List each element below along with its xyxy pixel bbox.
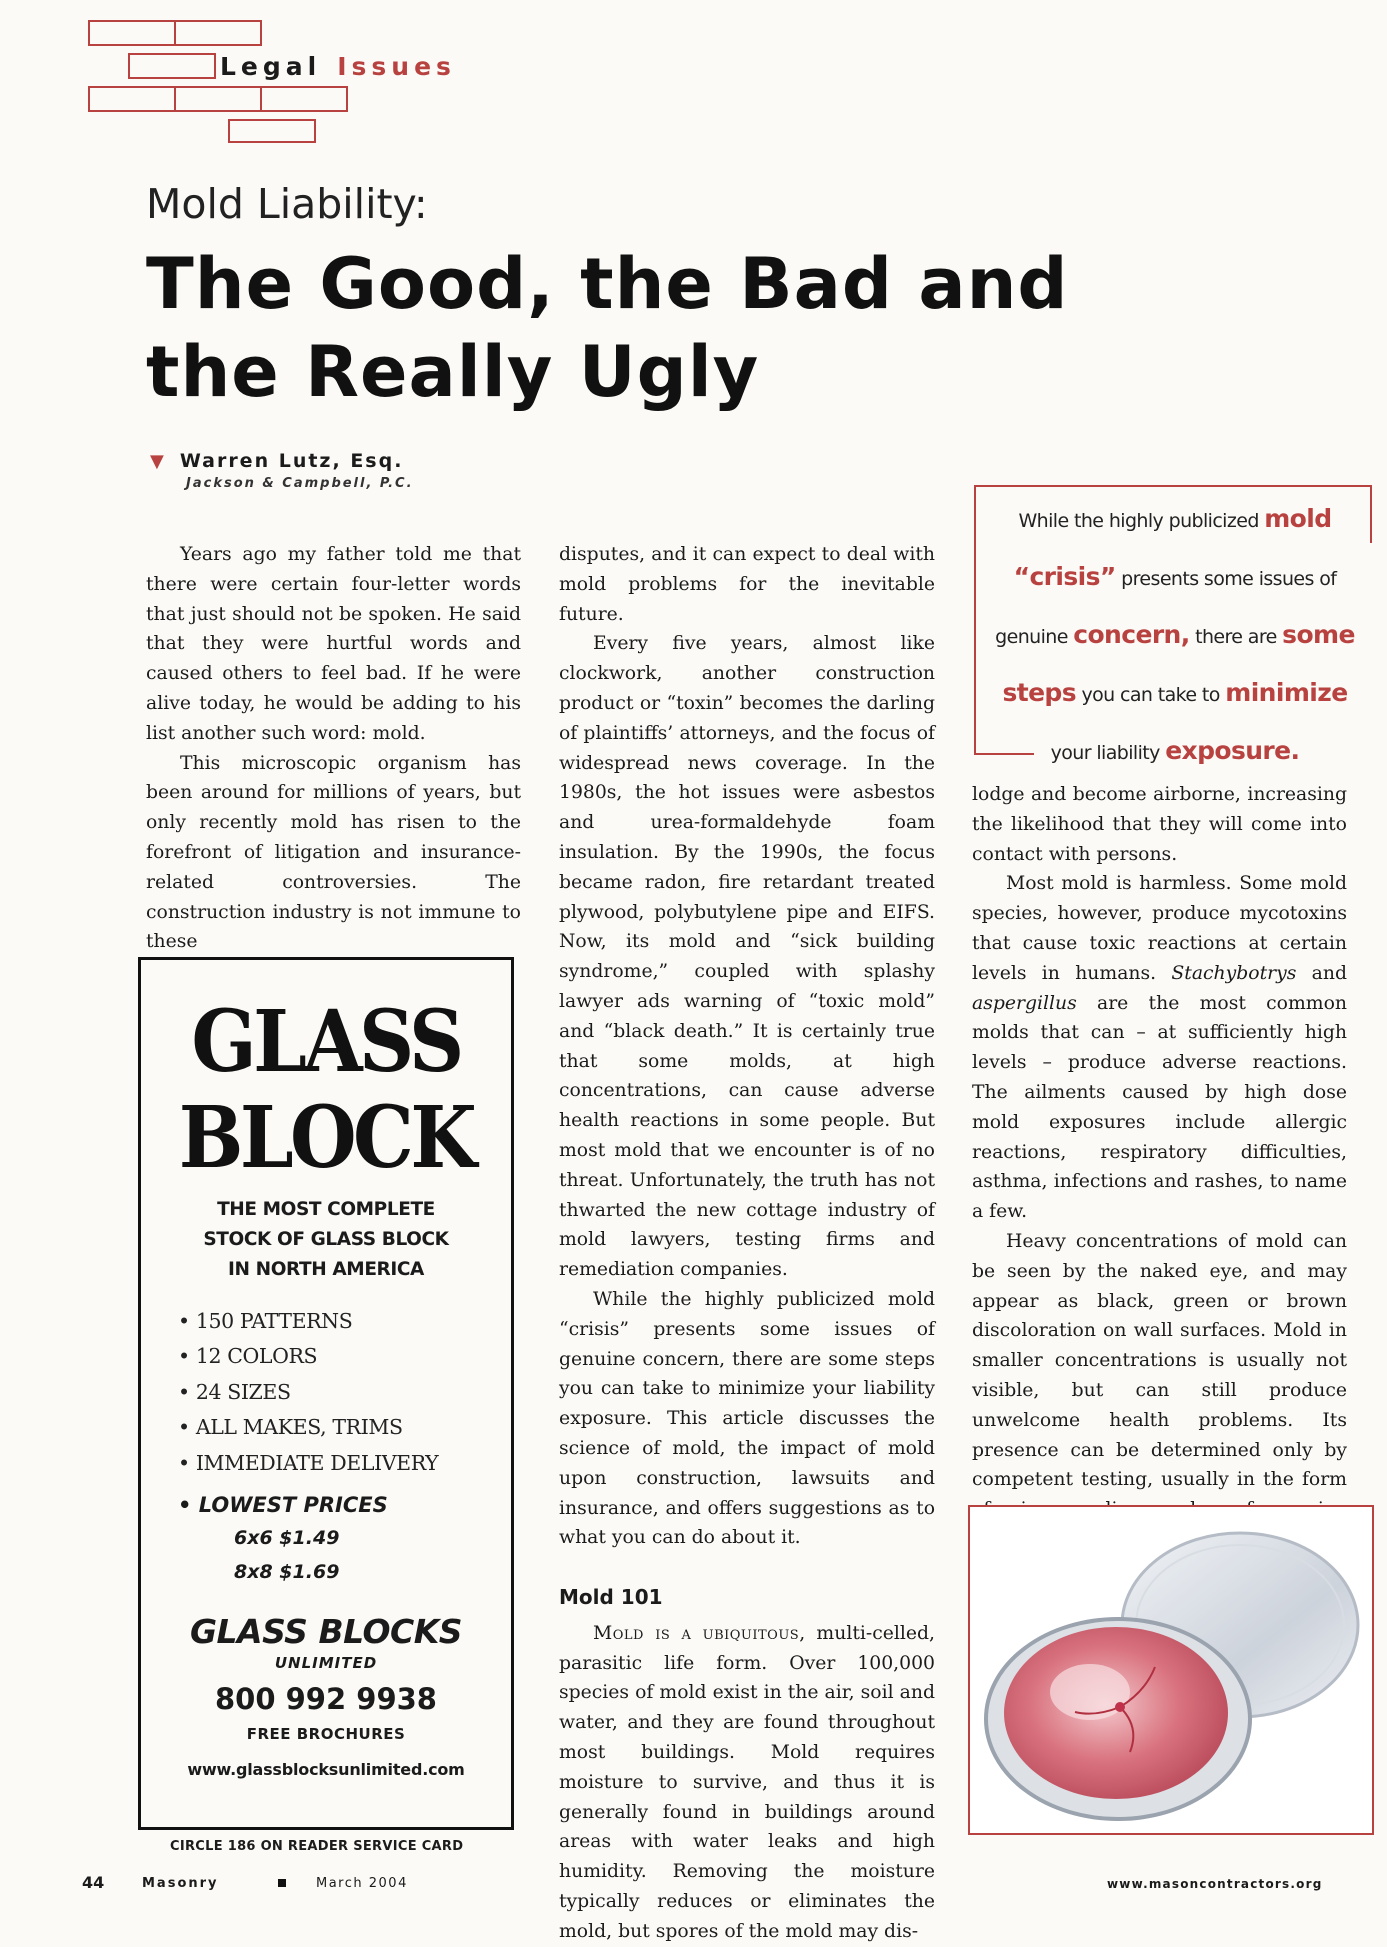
ad-feature: • IMMEDIATE DELIVERY: [178, 1446, 438, 1481]
ad-feature-list: [178, 1304, 438, 1481]
section-label-word1: Legal: [220, 52, 322, 81]
paragraph: Every five years, almost like clockwork, another construction product or “toxin” becomes the darling of plaintiffs’ attorneys, and the focus of widespread news coverage. In the 1980s, the hot issues were asbestos and urea-formaldehyde foam insulation. By the 1990s, the focus became radon, fire retardant treated plywood, polybutylene pipe and EIFS. Now, its mold and “sick building syndrome,” coupled with splashy lawyer ads warning of “toxic mold” and “black death.” It is certainly true that some molds, at high concentrations, can cause adverse health reactions in some people. But most mold that we encounter is of no threat. Unfortunately, the truth has not thwarted the new cottage industry of mold lawyers, testing firms and remediation companies.: [559, 633, 935, 1281]
pull-quote-rule: [974, 485, 976, 755]
red-down-triangle-icon: ▼: [150, 451, 164, 472]
article-column-3: [972, 780, 1347, 1555]
brick: [174, 20, 262, 46]
issue-date: March 2004: [316, 1876, 408, 1891]
pq-text: there are: [1189, 626, 1283, 648]
paragraph-text: are the most common molds that can – at sufficiently high levels – produce adverse reactions. The ailments caused by high dose mold exposures include allergic reactions, respiratory difficulties, asthma, infections and rashes, to name a few.: [972, 992, 1347, 1223]
ad-free-brochures: FREE BROCHURES: [246, 1725, 406, 1743]
website-link[interactable]: www.masoncontractors.org: [1107, 1877, 1323, 1891]
italic-term: aspergillus: [972, 992, 1077, 1014]
magazine-name: Masonry: [142, 1876, 219, 1891]
page-number: 44: [82, 1873, 105, 1892]
ad-title-line: GLASS: [191, 992, 461, 1092]
pq-emphasis: minimize: [1225, 678, 1348, 707]
brick: [88, 86, 176, 112]
article-kicker: Mold Liability:: [146, 180, 428, 228]
ad-title-line: BLOCK: [178, 1088, 474, 1188]
petri-dish-image: [970, 1507, 1372, 1833]
pq-text: you can take to: [1076, 684, 1226, 706]
pq-emphasis: steps: [1002, 678, 1077, 707]
ad-phone[interactable]: 800 992 9938: [215, 1682, 437, 1716]
pq-emphasis: concern,: [1073, 620, 1190, 649]
pq-text: While the highly publicized: [1018, 510, 1265, 532]
author-firm: Jackson & Campbell, P.C.: [186, 476, 414, 491]
brick: [260, 86, 348, 112]
paragraph-text: and: [1296, 962, 1347, 984]
section-label-word2: Issues: [337, 52, 456, 81]
pq-text: genuine: [995, 626, 1074, 648]
paragraph: lodge and become airborne, increasing the likelihood that they will come into contact with persons.: [972, 784, 1347, 865]
paragraph: disputes, and it can expect to deal with mold problems for the inevitable future.: [559, 544, 935, 625]
subhead-mold-101: Mold 101: [559, 1585, 663, 1610]
ad-feature: • 12 COLORS: [178, 1339, 438, 1374]
pq-emphasis: mold: [1264, 504, 1332, 533]
byline: [150, 450, 414, 491]
ad-price: 6x6 $1.49: [234, 1527, 340, 1549]
paragraph-text: multi-celled, parasitic life form. Over 100,000 species of mold exist in the air, soil and water, and they are found throughout most buildings. Mold requires moisture to survive, and thus it is generally found in buildings around areas with water leaks and high humidity. Removing the moisture typically reduces or eliminates the mold, but spores of the mold may dis-: [559, 1622, 935, 1942]
pq-emphasis: exposure.: [1165, 736, 1300, 765]
glass-block-ad[interactable]: [138, 957, 514, 1830]
ad-subtitle-line: STOCK OF GLASS BLOCK: [203, 1229, 449, 1250]
ad-title: [160, 994, 493, 1186]
pull-quote-rule: [1370, 485, 1372, 543]
ad-subtitle-line: THE MOST COMPLETE: [217, 1199, 435, 1220]
brick: [128, 53, 216, 79]
ad-url-link[interactable]: www.glassblocksunlimited.com: [187, 1760, 465, 1779]
lead-in-small-caps: Mold is a ubiquitous,: [593, 1622, 806, 1644]
paragraph-text: Most mold is harmless. Some mold species, however, produce mycotoxins that cause toxic reactions at certain levels in humans.: [972, 873, 1347, 984]
ad-feature: • 24 SIZES: [178, 1375, 438, 1410]
ad-feature: • ALL MAKES, TRIMS: [178, 1410, 438, 1445]
pq-emphasis: “crisis”: [1013, 562, 1116, 591]
paragraph: [559, 1619, 935, 1947]
ad-feature: • 150 PATTERNS: [178, 1304, 438, 1339]
reader-service-note: CIRCLE 186 ON READER SERVICE CARD: [170, 1839, 464, 1854]
pq-emphasis: some: [1282, 620, 1355, 649]
brick: [228, 119, 316, 143]
article-headline: The Good, the Bad and the Really Ugly: [146, 243, 1069, 413]
ad-subtitle: [141, 1195, 511, 1285]
pull-quote-rule: [974, 485, 1372, 487]
pull-quote: [974, 485, 1372, 765]
brick: [88, 20, 176, 46]
paragraph: This microscopic organism has been around for millions of years, but only recently mold has risen to the forefront of litigation and insurance-related controversies. The construction industry is not immune to these: [146, 752, 521, 953]
ad-brand: GLASS BLOCKS: [189, 1612, 463, 1651]
petri-dish-photo: [968, 1505, 1374, 1835]
pull-quote-text: [982, 491, 1368, 781]
italic-term: Stachybotrys: [1171, 962, 1297, 984]
article-column-1: [146, 540, 521, 957]
brick: [174, 86, 262, 112]
ad-price: 8x8 $1.69: [234, 1561, 340, 1583]
paragraph: While the highly publicized mold “crisis” presents some issues of genuine concern, there are some steps you can take to minimize your liability exposure. This article discusses the science of mold, the impact of mold upon construction, lawsuits and insurance, and offers suggestions as to what you can do about it.: [559, 1288, 935, 1549]
ad-brand-sub: UNLIMITED: [274, 1654, 378, 1672]
paragraph: Heavy concentrations of mold can be seen by the naked eye, and may appear as black, green or brown discoloration on wall surfaces. Mold in smaller concentrations is usually not visible, but can still produce unwelcome health problems. Its presence can be determined only by competent testing, usually in the form: [972, 1230, 1347, 1491]
paragraph: Years ago my father told me that there were certain four-letter words that just should not be spoken. He said that they were hurtful words and caused others to feel bad. If he were alive today, he would be adding to his list another such word: mold.: [146, 544, 521, 744]
article-column-2: [559, 540, 935, 1947]
pq-text: your liability: [1050, 742, 1166, 764]
section-label: [220, 52, 456, 81]
author-name: Warren Lutz, Esq.: [179, 450, 404, 472]
paragraph: [972, 869, 1347, 1227]
separator-square-icon: [278, 1879, 286, 1887]
pq-text: presents some issues of: [1115, 568, 1337, 590]
ad-lowest-prices: • LOWEST PRICES: [178, 1493, 388, 1517]
ad-subtitle-line: IN NORTH AMERICA: [228, 1259, 424, 1280]
